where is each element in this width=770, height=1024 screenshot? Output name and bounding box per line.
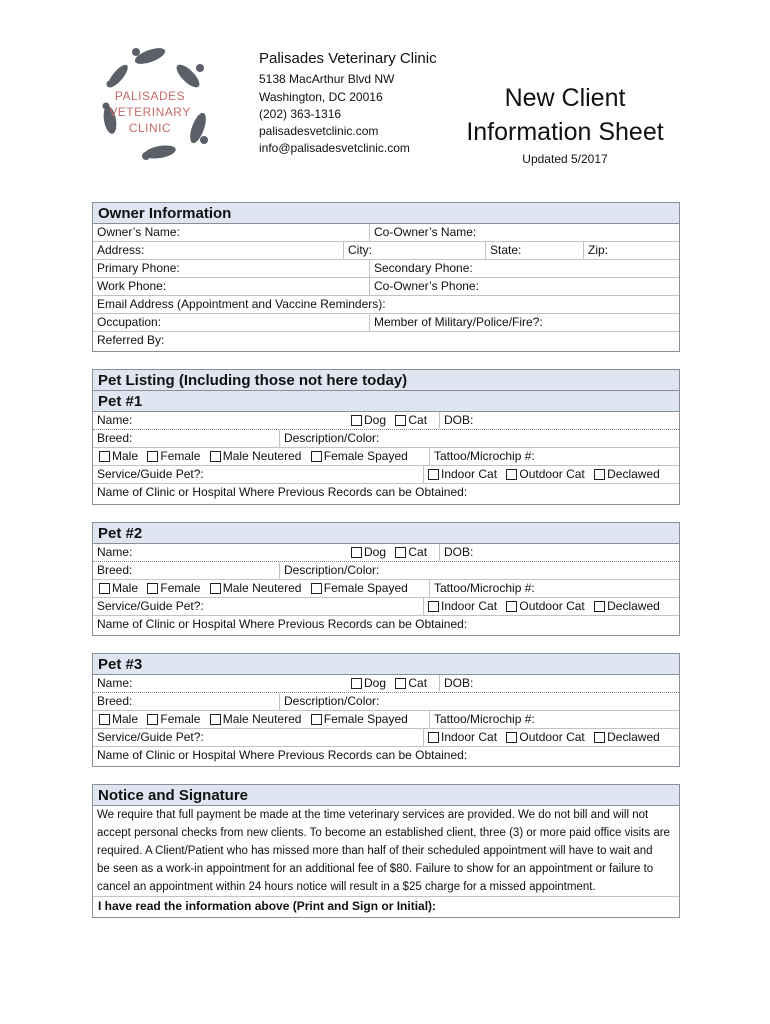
- city-field[interactable]: City:: [343, 242, 485, 259]
- pet-sex-row: [93, 448, 679, 466]
- pet-name-field[interactable]: Name:: [97, 545, 133, 559]
- cat-label: Cat: [408, 676, 428, 690]
- female-checkbox[interactable]: [147, 583, 158, 594]
- tattoo-field[interactable]: Tattoo/Microchip #:: [429, 580, 681, 597]
- declawed-checkbox[interactable]: [594, 732, 605, 743]
- pet-service-row: [93, 598, 679, 616]
- female-label: Female: [160, 712, 201, 726]
- description-field[interactable]: Description/Color:: [279, 430, 681, 447]
- dob-field[interactable]: DOB:: [439, 675, 681, 692]
- indoor-cat-label: Indoor Cat: [441, 467, 498, 481]
- dog-label: Dog: [364, 545, 387, 559]
- owner-row: [93, 242, 679, 260]
- male-neutered-label: Male Neutered: [222, 581, 302, 595]
- female-spayed-label: Female Spayed: [323, 449, 408, 463]
- outdoor-cat-label: Outdoor Cat: [519, 599, 585, 613]
- dog-label: Dog: [364, 413, 387, 427]
- pet-name-field[interactable]: Name:: [97, 413, 133, 427]
- clinic-logo: [92, 42, 242, 172]
- male-checkbox[interactable]: [99, 583, 110, 594]
- owner-information-heading: Owner Information: [93, 203, 679, 224]
- previous-records-field[interactable]: Name of Clinic or Hospital Where Previous Records can be Obtained:: [97, 617, 468, 631]
- declawed-label: Declawed: [607, 730, 660, 744]
- clinic-address-line1: 5138 MacArthur Blvd NW: [259, 72, 395, 86]
- pet-2-section: [92, 522, 680, 636]
- owner-row: [93, 278, 679, 296]
- indoor-cat-checkbox[interactable]: [428, 601, 439, 612]
- indoor-cat-label: Indoor Cat: [441, 599, 498, 613]
- owner-row: [93, 332, 679, 350]
- logo-text-line: VETERINARY: [109, 105, 191, 119]
- updated-date: Updated 5/2017: [522, 152, 608, 166]
- male-label: Male: [112, 449, 139, 463]
- dog-checkbox[interactable]: [351, 415, 362, 426]
- outdoor-cat-checkbox[interactable]: [506, 469, 517, 480]
- pet-sex-row: [93, 711, 679, 729]
- cat-checkbox[interactable]: [395, 678, 406, 689]
- female-spayed-label: Female Spayed: [323, 581, 408, 595]
- notice-line: We require that full payment be made at the time veterinary services are provided. We do not bill and will not: [97, 809, 649, 821]
- owner-information-section: [92, 202, 680, 352]
- notice-line: required. A Client/Patient who has missed more than half of their scheduled appointment will have to wait and: [97, 845, 653, 857]
- secondary-phone-field[interactable]: Secondary Phone:: [369, 260, 681, 277]
- clinic-address-line2: Washington, DC 20016: [259, 90, 383, 104]
- work-phone-field[interactable]: Work Phone:: [97, 279, 167, 293]
- male-label: Male: [112, 581, 139, 595]
- military-field[interactable]: Member of Military/Police/Fire?:: [369, 314, 681, 331]
- pet-1-section: [92, 369, 680, 505]
- male-neutered-label: Male Neutered: [222, 449, 302, 463]
- logo-text-line: CLINIC: [128, 121, 172, 135]
- service-pet-field[interactable]: Service/Guide Pet?:: [97, 730, 204, 744]
- pet-heading: Pet #1: [93, 391, 679, 412]
- male-neutered-checkbox[interactable]: [210, 451, 221, 462]
- previous-records-field[interactable]: Name of Clinic or Hospital Where Previous Records can be Obtained:: [97, 485, 468, 499]
- dob-field[interactable]: DOB:: [439, 544, 681, 561]
- pet-sex-row: [93, 580, 679, 598]
- pet-breed-row: [93, 562, 679, 580]
- pet-heading: Pet #2: [93, 523, 679, 544]
- male-neutered-checkbox[interactable]: [210, 714, 221, 725]
- pet-service-row: [93, 466, 679, 484]
- female-spayed-label: Female Spayed: [323, 712, 408, 726]
- dob-field[interactable]: DOB:: [439, 412, 681, 429]
- owners-name-field[interactable]: Owner’s Name:: [97, 225, 180, 239]
- male-neutered-checkbox[interactable]: [210, 583, 221, 594]
- outdoor-cat-label: Outdoor Cat: [519, 467, 585, 481]
- description-field[interactable]: Description/Color:: [279, 693, 681, 710]
- clinic-email: info@palisadesvetclinic.com: [259, 141, 410, 155]
- state-field[interactable]: State:: [485, 242, 583, 259]
- cat-checkbox[interactable]: [395, 547, 406, 558]
- co-owners-phone-field[interactable]: Co-Owner’s Phone:: [369, 278, 681, 295]
- outdoor-cat-label: Outdoor Cat: [519, 730, 585, 744]
- female-label: Female: [160, 449, 201, 463]
- referred-by-field[interactable]: Referred By:: [97, 333, 165, 347]
- breed-field[interactable]: Breed:: [97, 694, 133, 708]
- primary-phone-field[interactable]: Primary Phone:: [97, 261, 180, 275]
- description-field[interactable]: Description/Color:: [279, 562, 681, 579]
- male-label: Male: [112, 712, 139, 726]
- indoor-cat-checkbox[interactable]: [428, 732, 439, 743]
- declawed-label: Declawed: [607, 599, 660, 613]
- logo-text-line: PALISADES: [114, 89, 186, 103]
- declawed-label: Declawed: [607, 467, 660, 481]
- occupation-field[interactable]: Occupation:: [97, 315, 162, 329]
- pet-name-row: [93, 675, 679, 693]
- form-title-line1: New Client: [504, 84, 626, 112]
- previous-records-field[interactable]: Name of Clinic or Hospital Where Previous Records can be Obtained:: [97, 748, 468, 762]
- notice-section: [92, 784, 680, 918]
- owner-row: [93, 224, 679, 242]
- owner-row: [93, 260, 679, 278]
- pet-breed-row: [93, 693, 679, 711]
- pet-records-row: [93, 616, 679, 634]
- zip-field[interactable]: Zip:: [583, 242, 681, 259]
- service-pet-field[interactable]: Service/Guide Pet?:: [97, 467, 204, 481]
- dog-checkbox[interactable]: [351, 547, 362, 558]
- owner-row: [93, 296, 679, 314]
- dog-checkbox[interactable]: [351, 678, 362, 689]
- clinic-website: palisadesvetclinic.com: [259, 124, 379, 138]
- indoor-cat-label: Indoor Cat: [441, 730, 498, 744]
- pet-heading: Pet #3: [93, 654, 679, 675]
- breed-field[interactable]: Breed:: [97, 563, 133, 577]
- male-checkbox[interactable]: [99, 451, 110, 462]
- owner-row: [93, 314, 679, 332]
- notice-line: accept personal checks from new clients. To become an established client, three (3) or more paid office visits are: [97, 827, 670, 839]
- pet-name-row: [93, 544, 679, 562]
- indoor-cat-checkbox[interactable]: [428, 469, 439, 480]
- dog-label: Dog: [364, 676, 387, 690]
- pet-3-section: [92, 653, 680, 767]
- pet-service-row: [93, 729, 679, 747]
- pet-name-field[interactable]: Name:: [97, 676, 133, 690]
- notice-line: cancel an appointment within 24 hours notice will result in a $25 charge for a missed appointment.: [97, 881, 596, 893]
- tattoo-field[interactable]: Tattoo/Microchip #:: [429, 448, 681, 465]
- male-checkbox[interactable]: [99, 714, 110, 725]
- service-pet-field[interactable]: Service/Guide Pet?:: [97, 599, 204, 613]
- clinic-name: Palisades Veterinary Clinic: [259, 50, 437, 67]
- cat-checkbox[interactable]: [395, 415, 406, 426]
- address-field[interactable]: Address:: [97, 243, 145, 257]
- pet-records-row: [93, 747, 679, 765]
- female-spayed-checkbox[interactable]: [311, 583, 322, 594]
- declawed-checkbox[interactable]: [594, 601, 605, 612]
- tattoo-field[interactable]: Tattoo/Microchip #:: [429, 711, 681, 728]
- pet-listing-heading: Pet Listing (Including those not here today): [93, 370, 679, 391]
- cat-label: Cat: [408, 545, 428, 559]
- female-checkbox[interactable]: [147, 714, 158, 725]
- declawed-checkbox[interactable]: [594, 469, 605, 480]
- notice-heading: Notice and Signature: [93, 785, 679, 806]
- pet-records-row: [93, 484, 679, 502]
- form-title-line2: Information Sheet: [466, 118, 664, 146]
- outdoor-cat-checkbox[interactable]: [506, 732, 517, 743]
- pet-breed-row: [93, 430, 679, 448]
- pet-name-row: [93, 412, 679, 430]
- male-neutered-label: Male Neutered: [222, 712, 302, 726]
- clinic-phone: (202) 363-1316: [259, 107, 342, 121]
- notice-line: be seen as a work-in appointment for an additional fee of $80. Failure to show for an appointment or failure to: [97, 863, 654, 875]
- co-owners-name-field[interactable]: Co-Owner’s Name:: [369, 224, 681, 241]
- female-spayed-checkbox[interactable]: [311, 451, 322, 462]
- outdoor-cat-checkbox[interactable]: [506, 601, 517, 612]
- female-checkbox[interactable]: [147, 451, 158, 462]
- breed-field[interactable]: Breed:: [97, 431, 133, 445]
- female-label: Female: [160, 581, 201, 595]
- female-spayed-checkbox[interactable]: [311, 714, 322, 725]
- email-field[interactable]: Email Address (Appointment and Vaccine Reminders):: [97, 297, 386, 311]
- cat-label: Cat: [408, 413, 428, 427]
- signature-field[interactable]: I have read the information above (Print and Sign or Initial):: [93, 896, 679, 915]
